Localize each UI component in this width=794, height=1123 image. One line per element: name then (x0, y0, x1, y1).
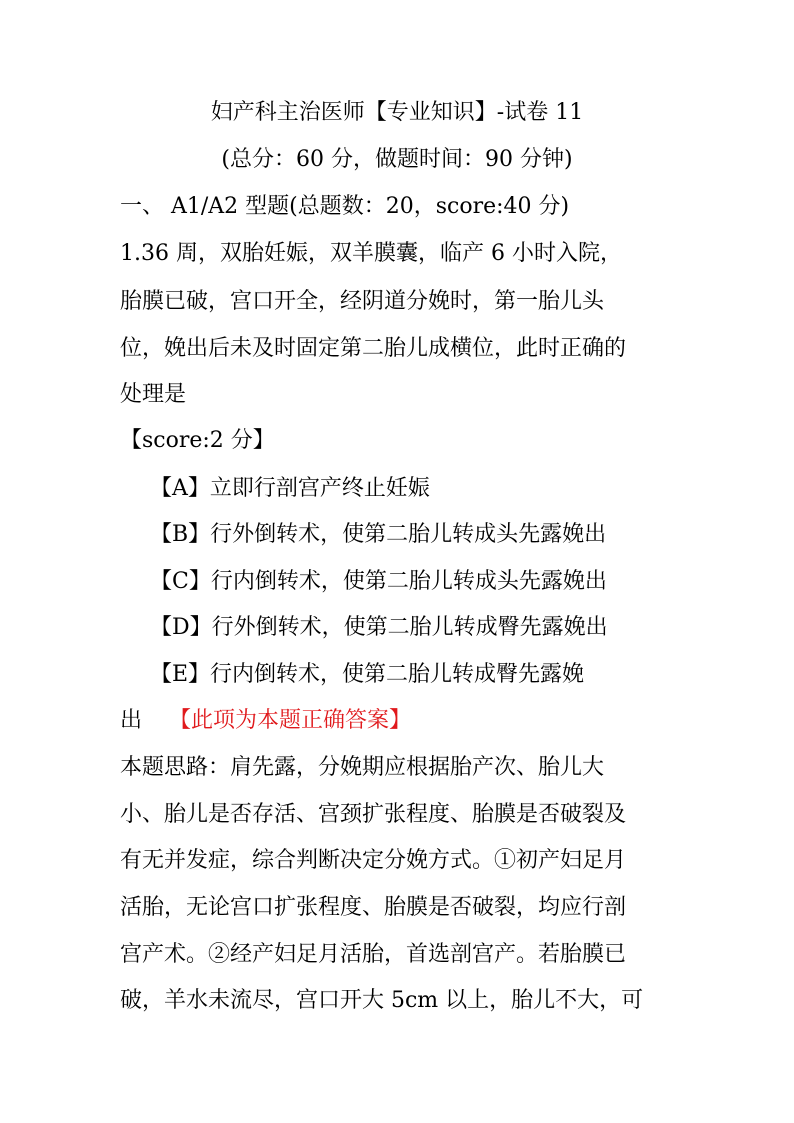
explanation-line: 宫产术。②经产妇足月活胎，首选剖宫产。若胎膜已 (120, 942, 627, 967)
explanation-line: 破，羊水未流尽，宫口开大 5cm 以上，胎儿不大，可 (120, 988, 644, 1013)
question-stem-line: 位，娩出后未及时固定第二胎儿成横位，此时正确的 (120, 336, 627, 361)
explanation-line: 有无并发症，综合判断决定分娩方式。①初产妇足月 (120, 848, 627, 873)
option-e-continuation (120, 706, 411, 736)
explanation-line: 活胎，无论宫口扩张程度、胎膜是否破裂，均应行剖 (120, 895, 627, 920)
question-score: 【score:2 分】 (120, 428, 275, 453)
question-stem-line: 胎膜已破，宫口开全，经阴道分娩时，第一胎儿头 (120, 289, 605, 314)
question-stem-line: 处理是 (120, 382, 187, 407)
question-stem-line: 1.36 周，双胎妊娠，双羊膜囊，临产 6 小时入院， (120, 241, 622, 266)
explanation-line: 本题思路：肩先露，分娩期应根据胎产次、胎儿大 (120, 755, 605, 780)
correct-answer-marker: 【此项为本题正确答案】 (169, 708, 412, 733)
option-b: 【B】行外倒转术，使第二胎儿转成头先露娩出 (150, 522, 607, 547)
option-e-wrap-text: 出 (120, 708, 143, 733)
option-c: 【C】行内倒转术，使第二胎儿转成头先露娩出 (150, 569, 607, 594)
section-heading: 一、 A1/A2 型题(总题数：20，score:40 分) (120, 194, 570, 219)
option-a: 【A】立即行剖宫产终止妊娠 (150, 476, 430, 501)
option-e: 【E】行内倒转术，使第二胎儿转成臀先露娩 (150, 662, 585, 687)
document-title: 妇产科主治医师【专业知识】-试卷 11 (210, 100, 584, 125)
option-d: 【D】行外倒转术，使第二胎儿转成臀先露娩出 (150, 615, 608, 640)
explanation-line: 小、胎儿是否存活、宫颈扩张程度、胎膜是否破裂及 (120, 802, 627, 827)
exam-meta: (总分：60 分，做题时间：90 分钟) (221, 147, 573, 172)
